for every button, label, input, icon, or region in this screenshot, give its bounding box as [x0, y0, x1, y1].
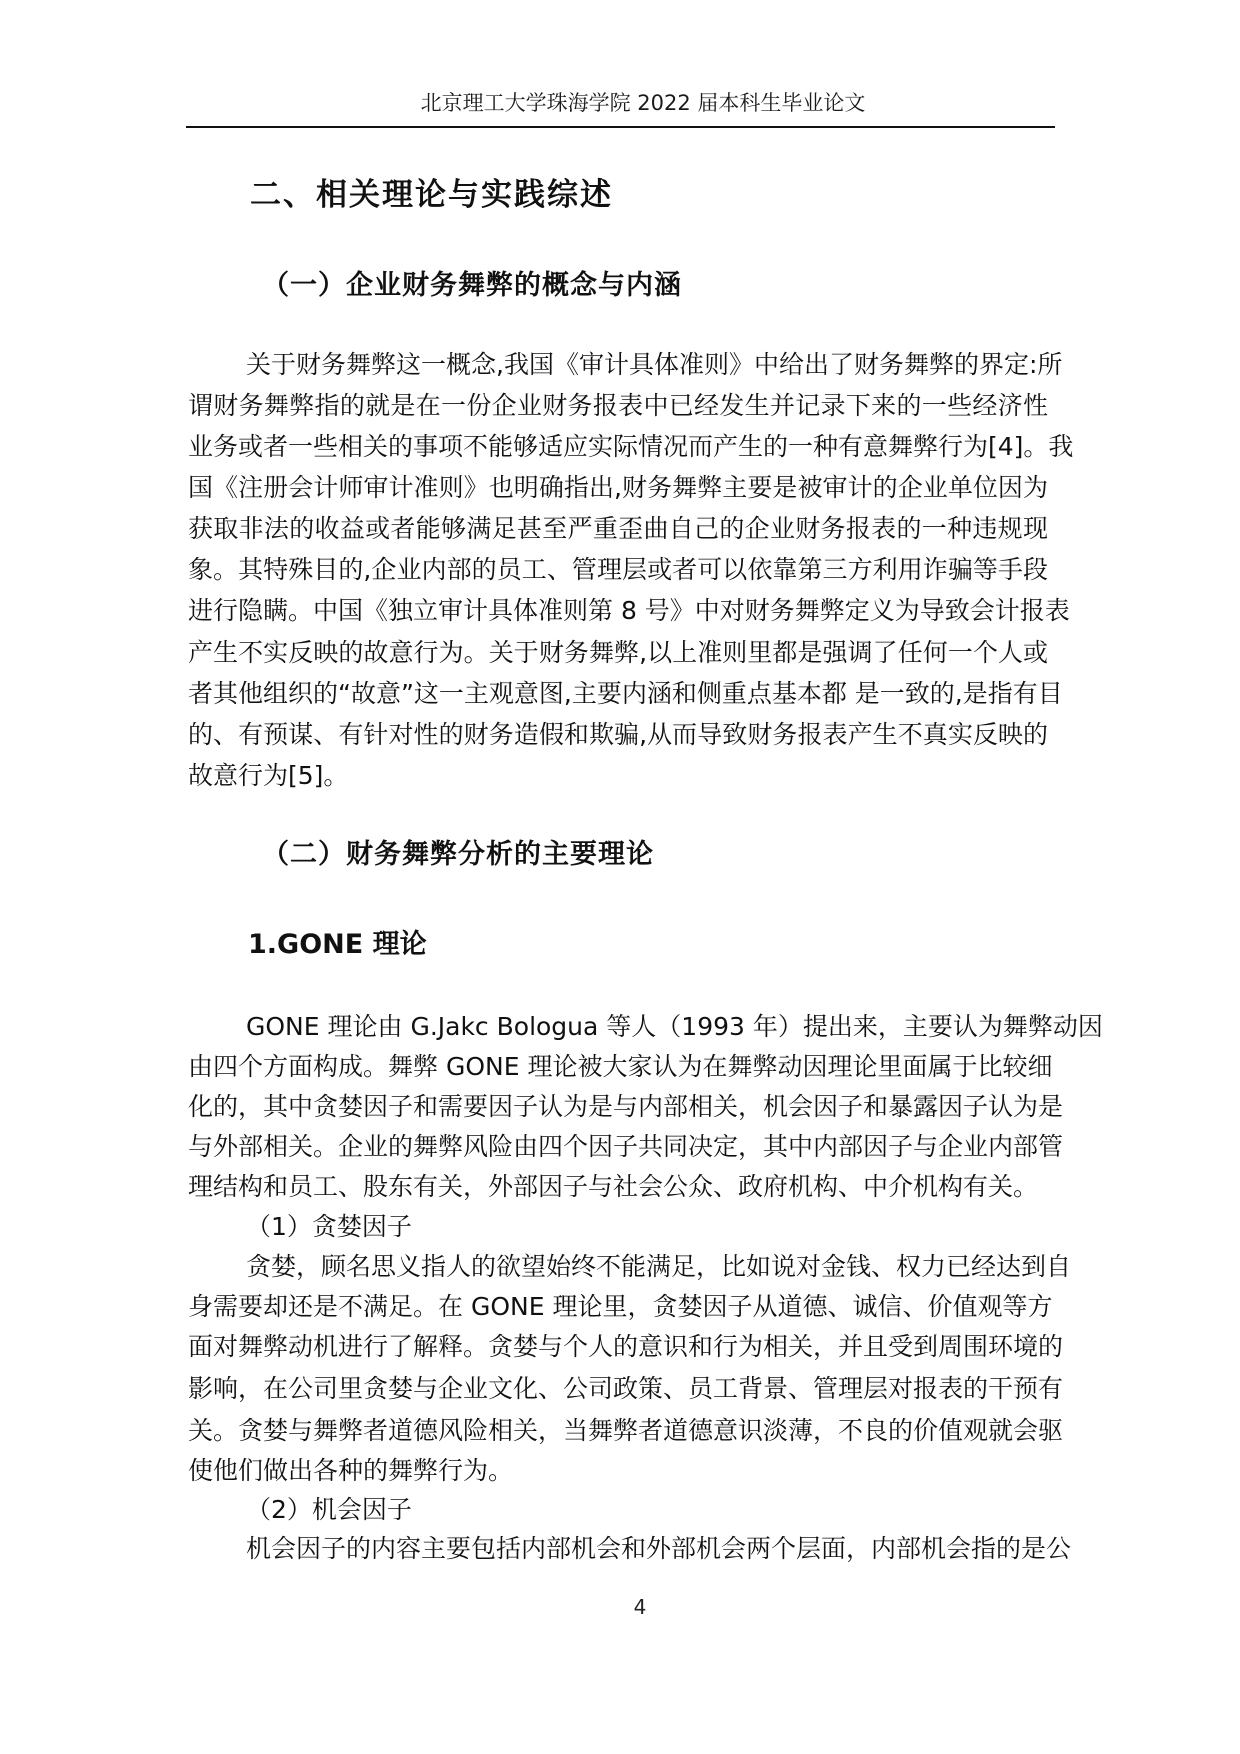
text-line: 使他们做出各种的舞弊行为。	[188, 1456, 514, 1485]
text-line: 身需要却还是不满足。在 GONE 理论里，贪婪因子从道德、诚信、价值观等方	[188, 1292, 1053, 1321]
text-line: 理结构和员工、股东有关，外部因子与社会公众、政府机构、中介机构有关。	[188, 1172, 1039, 1201]
text-line: GONE 理论由 G.Jakc Bologua 等人（1993 年）提出来，主要认为舞弊动因	[246, 1012, 1103, 1041]
text-line: 面对舞弊动机进行了解释。贪婪与个人的意识和行为相关，并且受到周围环境的	[188, 1332, 1064, 1361]
text-line: 象。其特殊目的,企业内部的员工、管理层或者可以依靠第三方利用诈骗等手段	[188, 555, 1048, 584]
text-line: 机会因子的内容主要包括内部机会和外部机会两个层面，内部机会指的是公	[246, 1534, 1072, 1563]
text-line: 关。贪婪与舞弊者道德风险相关，当舞弊者道德意识淡薄，不良的价值观就会驱	[188, 1416, 1064, 1445]
factor-label-opportunity: （2）机会因子	[246, 1495, 412, 1524]
text-line: 与外部相关。企业的舞弊风险由四个因子共同决定，其中内部因子与企业内部管	[188, 1132, 1064, 1161]
text-line: 进行隐瞒。中国《独立审计具体准则第 8 号》中对财务舞弊定义为导致会计报表	[188, 596, 1070, 625]
text-line: 化的，其中贪婪因子和需要因子认为是与内部相关，机会因子和暴露因子认为是	[188, 1092, 1064, 1121]
text-line: 贪婪，顾名思义指人的欲望始终不能满足，比如说对金钱、权力已经达到自	[246, 1252, 1072, 1281]
text-line: 业务或者一些相关的事项不能够适应实际情况而产生的一种有意舞弊行为[4]。我	[188, 432, 1074, 461]
text-line: 影响，在公司里贪婪与企业文化、公司政策、员工背景、管理层对报表的干预有	[188, 1374, 1064, 1403]
text-line: 由四个方面构成。舞弊 GONE 理论被大家认为在舞弊动因理论里面属于比较细	[188, 1052, 1053, 1081]
text-line: 谓财务舞弊指的就是在一份企业财务报表中已经发生并记录下来的一些经济性	[188, 391, 1048, 420]
header-rule	[186, 126, 1055, 128]
text-line: 关于财务舞弊这一概念,我国《审计具体准则》中给出了财务舞弊的界定:所	[246, 350, 1063, 379]
section-title: 二、相关理论与实践综述	[250, 177, 613, 213]
theory-title-gone: 1.GONE 理论	[248, 929, 427, 960]
page-number: 4	[633, 1595, 647, 1619]
text-line: 产生不实反映的故意行为。关于财务舞弊,以上准则里都是强调了任何一个人或	[188, 638, 1048, 667]
text-line: 故意行为[5]。	[188, 761, 349, 790]
subsection-title-concept: （一）企业财务舞弊的概念与内涵	[262, 270, 682, 301]
text-line: 的、有预谋、有针对性的财务造假和欺骗,从而导致财务报表产生不真实反映的	[188, 720, 1048, 749]
factor-label-greed: （1）贪婪因子	[246, 1212, 412, 1241]
text-line: 国《注册会计师审计准则》也明确指出,财务舞弊主要是被审计的企业单位因为	[188, 473, 1048, 502]
running-header: 北京理工大学珠海学院 2022 届本科生毕业论文	[420, 91, 866, 115]
subsection-title-theories: （二）财务舞弊分析的主要理论	[262, 839, 654, 870]
text-line: 获取非法的收益或者能够满足甚至严重歪曲自己的企业财务报表的一种违规现	[188, 514, 1048, 543]
text-line: 者其他组织的“故意”这一主观意图,主要内涵和侧重点基本都 是一致的,是指有目	[188, 679, 1063, 708]
